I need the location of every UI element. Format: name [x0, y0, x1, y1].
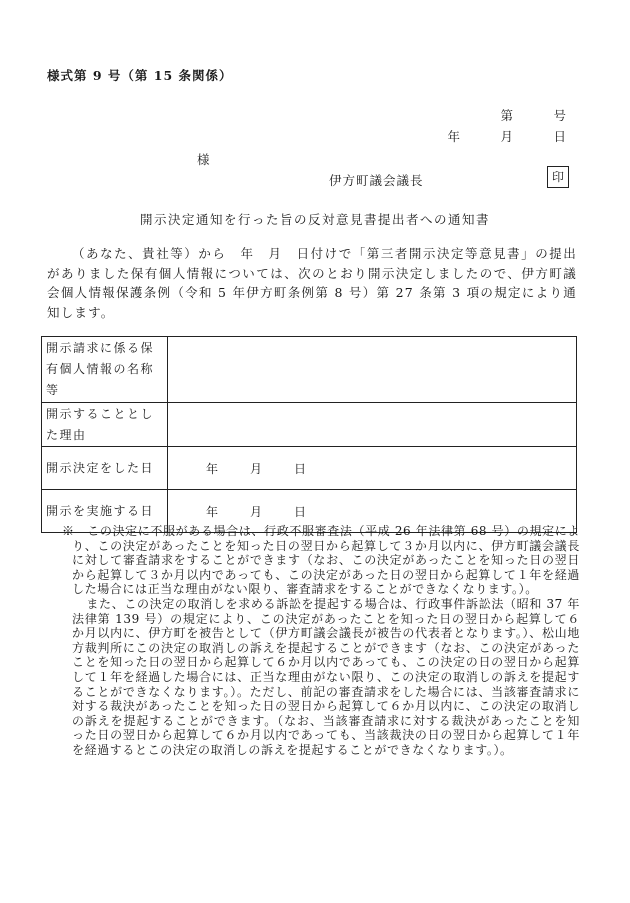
- row-label-decision-date: 開示決定をした日: [42, 447, 168, 490]
- document-title: 開示決定通知を行った旨の反対意見書提出者への通知書: [139, 212, 490, 227]
- table-row: [42, 447, 577, 490]
- row-value-reason: [168, 403, 577, 447]
- seal-mark: 印: [547, 166, 569, 188]
- form-number: 様式第 9 号（第 15 条関係）: [47, 68, 233, 83]
- row-label-implementation-date: 開示を実施する日: [42, 490, 168, 533]
- row-value-implementation-date: 年 月 日: [168, 490, 577, 533]
- body-paragraph: [47, 244, 577, 322]
- sender-name: 伊方町議会議長: [329, 173, 424, 188]
- notes-section: [62, 524, 580, 758]
- document-date: 年 月 日: [447, 129, 580, 144]
- disclosure-info-table: [41, 336, 577, 533]
- row-label-info-name: 開示請求に係る保有個人情報の名称等: [42, 337, 168, 403]
- table-row: [42, 337, 577, 403]
- note-lawsuit: また、この決定の取消しを求める訴訟を提起する場合は、行政事件訴訟法（昭和 37 年法律第 139 号）の規定により、この決定があったことを知った日の翌日から起算して６か月以内に、伊方町を被告として（伊方町議会議長が被告の代表者となります。）、松山地方裁判所にこの決定の取消しの訴えを提起することができます（なお、この決定があったことを知った日の翌日から起算して６か月以内であっても、この決定の日の翌日から起算して１年を経過した場合には、正当な理由がない限り、この決定の取消しの訴えを提起することができなくなります。）。ただし、前記の審査請求をした場合には、当該審査請求に対する裁決があったことを知った日の翌日から起算して６か月以内に、この決定の取消しの訴えを提起することができます。（なお、当該審査請求に対する裁決があったことを知った日の翌日から起算して６か月以内であっても、当該裁決の日の翌日から起算して１年を経過するとこの決定の取消しの訴えを提起することができなくなります。）。: [72, 596, 580, 757]
- document-number: 第 号: [500, 108, 580, 123]
- body-text: （あなた、貴社等）から 年 月 日付けで「第三者開示決定等意見書」の提出がありました保有個人情報については、次のとおり開示決定しましたので、伊方町議会個人情報保護条例（令和 5 年伊方町条例第 8 号）第 27 条第 3 項の規定により通知します。: [47, 246, 577, 320]
- row-value-info-name: [168, 337, 577, 403]
- table-row: [42, 403, 577, 447]
- row-label-reason: 開示することとした理由: [42, 403, 168, 447]
- note-appeal: ※ この決定に不服がある場合は、行政不服審査法（平成 26 年法律第 68 号）の規定により、この決定があったことを知った日の翌日から起算して３か月以内に、伊方町議会議長に対して審査請求をすることができます（なお、この決定があったことを知った日の翌日から起算して３か月以内であっても、この決定があった日の翌日から起算して１年を経過した場合には正当な理由がない限り、審査請求をすることができなくなります。）。: [62, 524, 580, 597]
- recipient-honorific: 様: [197, 152, 210, 167]
- row-value-decision-date: 年 月 日: [168, 447, 577, 490]
